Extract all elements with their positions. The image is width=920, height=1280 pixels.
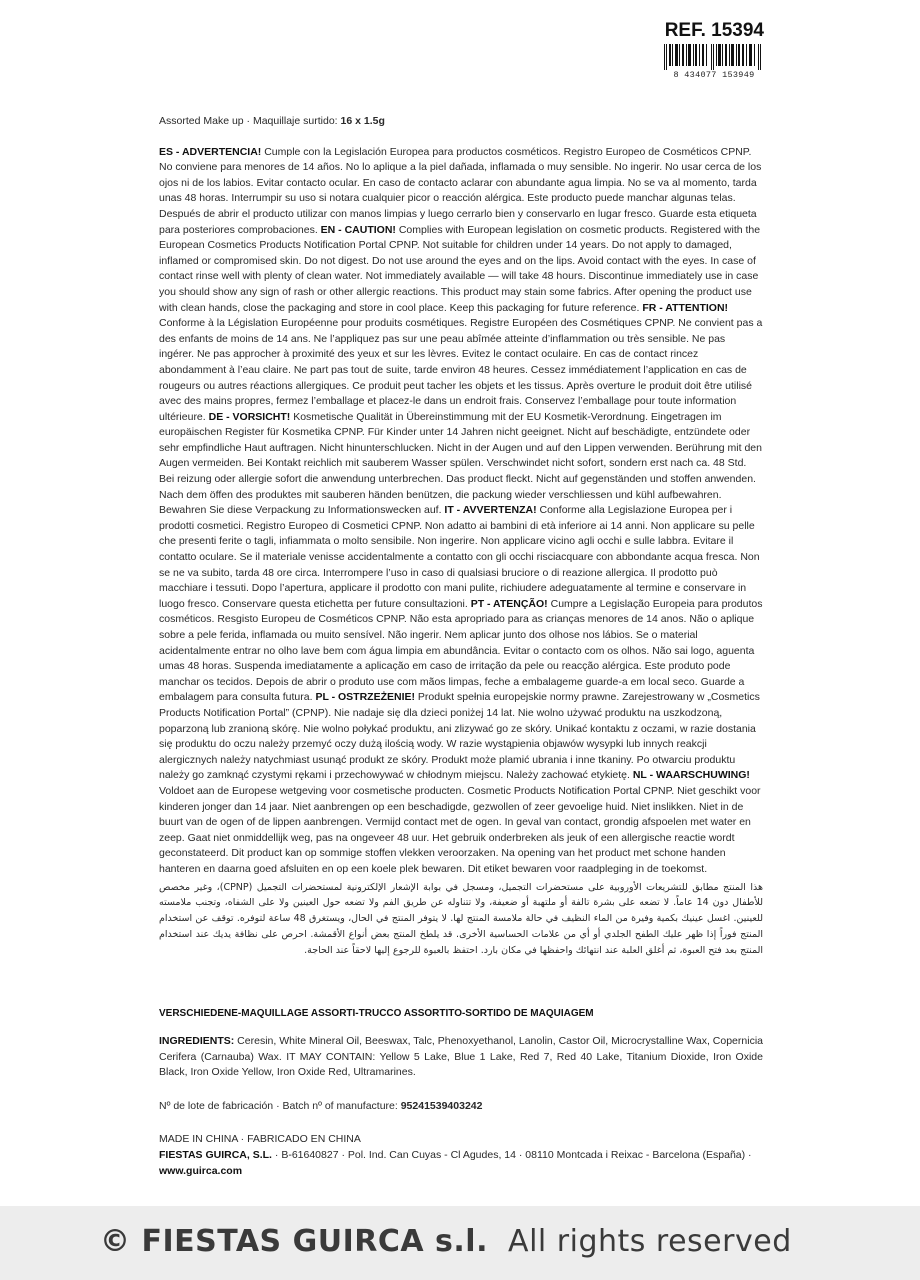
warning-label-pt: PT - ATENÇÃO!	[470, 597, 548, 610]
warning-label-fr: FR - ATTENTION!	[642, 301, 729, 314]
label-content	[159, 114, 763, 1179]
warning-label-es: ES - ADVERTENCIA!	[159, 145, 262, 158]
warning-text-pl: Produkt spełnia europejskie normy prawne. Zarejestrowany w „Cosmetics Products Notification Portal” (CPNP). Nie nadaje się dla dzieci poniżej 14 lat. Nie wolno używać produktu na uszkodzoną, poparzoną lub zranioną skórę. Nie wolno połykać produktu, ani zlizywać go ze skóry. Unikać kontaktu z oczami, w razie dostania się produktu do oczu należy przemyć oczy dużą ilością wody. W razie wystąpienia objawów wysypki lub innych reakcji alergicznych należy natychmiast usunąć produkt ze skóry. Produkt może plamić ubrania i inne tkaniny. Po otwarciu produktu należy go zamknąć czystymi rękami i przechowywać w chłodnym miejscu. Należy zachować etykietę.	[159, 691, 760, 782]
barcode-icon	[664, 44, 764, 70]
warning-label-de: DE - VORSICHT!	[208, 410, 291, 423]
warning-text-nl: Voldoet aan de Europese wetgeving voor cosmetische producten. Cosmetic Products Notification Portal CPNP. Niet geschikt voor kinderen jonger dan 14 jaar. Niet aanbrengen op een beschadigde, gezwollen of zeer gevoelige huid. Niet inslikken. Niet in de buurt van de ogen of de lippen aanbrengen. Vermijd contact met de ogen. In geval van contact, grondig afspoelen met water en zeep. Gaat niet onmiddellijk weg, pas na ongeveer 48 uur. Het gebruik onderbreken als jeuk of een allergische reactie wordt geconstateerd. Dit product kan op sommige stoffen vlekken veroorzaken. Na opening van het product met schone handen hanteren en daarna goed afsluiten en op een koele plek bewaren. Dit etiket bewaren voor raadpleging in de toekomst.	[159, 784, 761, 875]
warning-label-en: EN - CAUTION!	[320, 223, 396, 236]
reference-number: REF. 15394	[664, 20, 764, 41]
warning-label-nl: NL - WAARSCHUWING!	[632, 769, 750, 782]
warning-text-ar: هذا المنتج مطابق للتشريعات الأوروبية على مستحضرات التجميل، ومسجل في بوابة الإشعار الإلكترونية لمستحضرات التجميل (CPNP)، وغير مخصص للأطفال دون 14 عاماً. لا تضعه على بشرة تالفة أو ملتهبة أو ضعيفة، ولا تتناوله عن طريق الفم ولا تضعه حول العينين ولا على الشفاه، وتجنب ملامسته للعينين. اغسل عينيك بكمية وفيرة من الماء النظيف في حالة ملامسة المنتج لها. لا يتوفر المنتج في الحال، ويستغرق 48 ساعة لتوفره. توقف عن استخدام المنتج فوراً إذا ظهر عليك الطفح الجلدي أو أي من علامات الحساسية الأخرى. قد يلطخ المنتج بعض أنواع الأقمشة. احرص على نظافة يديك عند استخدام المنتج بعد فتح العبوة، ثم أغلق العلبة عند انتهائك واحفظها في مكان بارد. احتفظ بالعبوة للرجوع إليها لاحقاً عند الحاجة.	[159, 881, 764, 956]
company-info	[159, 1148, 763, 1179]
company-website: www.guirca.com	[159, 1164, 243, 1177]
company-address: · B-61640827 · Pol. Ind. Can Cuyas - Cl Agudes, 14 · 08110 Montcada i Reixac - Barcelona (España) ·	[271, 1149, 752, 1162]
batch-text: Nº de lote de fabricación · Batch nº of manufacture:	[159, 1099, 401, 1112]
warning-text-pt: Cumpre a Legislação Europeia para produtos cosméticos. Resgisto Europeu de Cosméticos CPNP. Não esta apropriado para as crianças menores de 14 anos. Não o aplique sobre a pele ferida, inflamada ou muito sensível. Não ingerir. Nem aplicar junto dos olhose nos lábios. Se o material acidentalmente entrar no olho lave bem com água limpia em abundância. Evitar o contacto com os olhos. Não sai logo, aguenta umas 48 horas. Suspenda imediatamente a aplicação em caso de irritação da pele ou reacção alérgica. Este produto pode manchar os tecidos. Depois de abrir o produto use com mãos limpas, feche a embalageme guarde-a em local seco. Guarde a embalagem para consulta futura.	[159, 597, 763, 704]
made-in: MADE IN CHINA · FABRICADO EN CHINA	[159, 1133, 361, 1146]
batch-line	[159, 1099, 763, 1115]
warning-label-it: IT - AVVERTENZA!	[444, 504, 537, 517]
copyright-brand: © FIESTAS GUIRCA s.l.	[100, 1224, 488, 1259]
assorted-quantity: 16 x 1.5g	[340, 115, 385, 127]
copyright-footer	[0, 1206, 920, 1280]
ingredients-text: Ceresin, White Mineral Oil, Beeswax, Talc, Phenoxyethanol, Lanolin, Castor Oil, Microcrystalline Wax, Copernicia Cerifera (Carnauba) Wax. IT MAY CONTAIN: Yellow 5 Lake, Blue 1 Lake, Red 7, Red 40 Lake, Titanium Dioxide, Iron Oxide Black, Iron Oxide Yellow, Iron Oxide Red, Ultramarines.	[159, 1035, 763, 1079]
warning-text-en: Complies with European legislation on cosmetic products. Registered with the European Cosmetics Products Notification Portal CPNP. Not suitable for children under 14 years. Do not apply to damaged, inflamed or compromised skin. Do not digest. Do not use around the eyes and on the lips. Avoid contact with the eyes. In case of contact rinse well with plenty of clean water. Not immediately available — will take 48 hours. Discontinue immediately use in case you should show any sign of rash or other allergic reactions. This product may stain some fabrics. After opening the product use with clean hands, close the packaging and store in cool place. Keep this packaging for future reference.	[159, 223, 761, 314]
ingredients-label: INGREDIENTS:	[159, 1035, 235, 1048]
assorted-text: Assorted Make up · Maquillaje surtido:	[159, 115, 341, 127]
warning-text-es: Cumple con la Legislación Europea para productos cosméticos. Registro Europeo de Cosméticos CPNP. No conviene para menores de 14 años. No lo aplique a la piel dañada, inflamada o muy sensible. No ingerir. No usar cerca de los ojos ni de los labios. Evitar contacto ocular. En caso de contacto aclarar con abundante agua limpia. No se va al momento, tarda unas 48 horas. Interrumpir su uso si notara cualquier picor o reacción alérgica. Este producto puede manchar algunas telas. Después de abrir el producto utilizar con manos limpias y luego cerrarlo bien y conservarlo en lugar fresco. Guarde esta etiqueta para posteriores comprobaciones.	[159, 145, 762, 236]
company-name: FIESTAS GUIRCA, S.L.	[159, 1149, 272, 1162]
barcode-number: 8 434077 153949	[673, 70, 755, 80]
product-names: VERSCHIEDENE-MAQUILLAGE ASSORTI-TRUCCO ASSORTITO-SORTIDO DE MAQUIAGEM	[159, 1008, 594, 1020]
copyright-rights: All rights reserved	[487, 1224, 792, 1259]
assorted-line	[159, 114, 763, 130]
warnings-block	[159, 145, 763, 878]
warning-label-pl: PL - OSTRZEŻENIE!	[315, 691, 415, 704]
warning-text-de: Kosmetische Qualität in Übereinstimmung mit der EU Kosmetik-Verordnung. Eingetragen im europäischen Register für Kosmetika CPNP. Für Kinder unter 14 Jahren nicht geeignet. Nicht auf beschädigte, entzündete oder sehr empfindliche Haut auftragen. Nicht hinunterschlucken. Nicht in der Augen und auf den Lippen verwenden. Berührung mit den Augen vermeiden. Bei Kontakt reichlich mit sauberem Wasser spülen. Verschwindet nicht sofort, sondern erst nach ca. 48 Std. Bei reizung oder allergie sofort die anwendung unterbrechen. Das product fleckt. Nicht auf gegenständen und stoffen anwenden. Nach dem öffen des produktes mit sauberen händen benützen, die packung wieder verschliessen und kühl aufbewahren. Bewahren Sie diese Verpackung zu Informationswecken auf.	[159, 410, 762, 517]
copyright-text	[100, 1224, 792, 1259]
warning-text-it: Conforme alla Legislazione Europea per i prodotti cosmetici. Registro Europeo di Cosmetici CPNP. Non adatto ai bambini di età inferiore ai 14 anni. Non applicare su pelle che presenti ferite o tagli, infiammata o molto sensibile. Non ingerire. Non applicare vicino agli occhi e sulle labbra. Evitare il contatto oculare. Se il materiale venisse accidentalmente a contatto con gli occhi risciacquare con abbondante acqua fresca. Non se ne va subito, tarda 48 ore circa. Interrompere l’uso in caso di qualsiasi bruciore o di reazione allergica. Il prodotto può macchiare i tessuti. Dopo l’apertura, applicare il prodotto con mani pulite, richiudere adeguatamente al termine e conservare in luogo fresco. Conservare questa etichetta per future consultazioni.	[159, 504, 760, 610]
batch-number: 95241539403242	[400, 1099, 483, 1112]
ingredients	[159, 1034, 763, 1081]
warning-text-fr: Conforme à la Législation Européenne pour produits cosmétiques. Registre Européen des Cosmétiques CPNP. Ne convient pas a des enfants de moins de 14 ans. Ne l’appliquez pas sur une peau abîmée atteinte d’inflammation ou très sensible. Ne pas ingérer. Ne pas approcher à proximité des yeux et sur les lèvres. Evitez le contact oculaire. En cas de contact rincez abondamment à l’eau claire. Ne part pas tout de suite, tarde environ 48 heures. Cessez immédiatement l’application en cas de rougeurs ou autres réactions allergiques. Ce produit peut tacher les objets et les tissus. Après overture le produit doit être utilisé avec des mains propres, fermez l’emballage et placez-le dans un endroit frais. Conservez l’emballage pour toute information ultérieure.	[159, 317, 763, 423]
